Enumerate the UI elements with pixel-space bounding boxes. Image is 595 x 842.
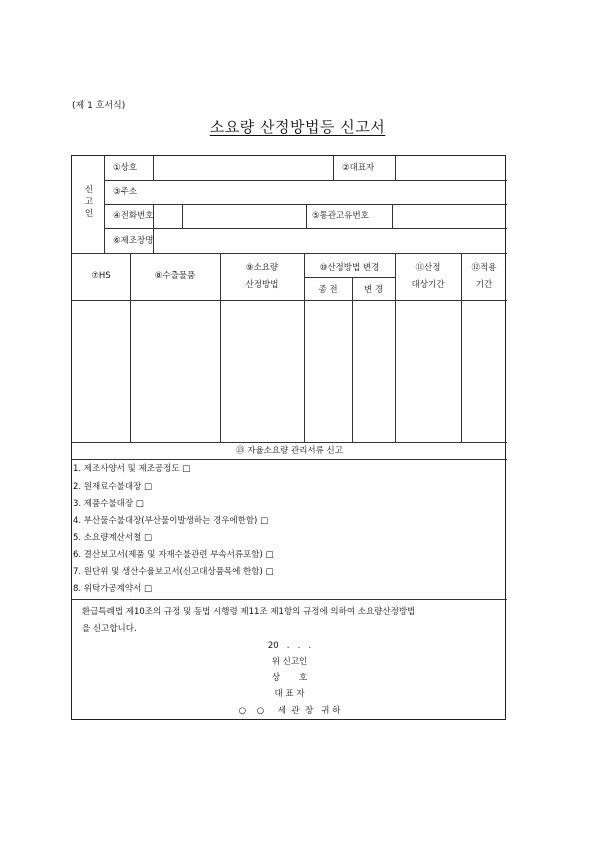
declaration-text: 환급특례법 제10조의 규정 및 동법 시행령 제11조 제1항의 규정에 의하여 소요량산정방법 을 신고합니다.	[82, 607, 416, 634]
col-before: 종 전	[318, 285, 338, 295]
representative-label: ②대표자	[342, 163, 375, 173]
declarant-group-label: 신 고 인	[84, 185, 94, 219]
col-period-1: ⑪산정	[415, 263, 441, 273]
col-calc-method-2: 산정방법	[245, 280, 279, 290]
col-export-item: ⑧수출물품	[154, 271, 196, 281]
list-item[interactable]: 1. 제조사양서 및 제조공정도 □	[73, 464, 191, 474]
address-label: ③주소	[113, 187, 138, 197]
col-period-2: 대상기간	[411, 280, 445, 290]
trade-name-signature-label: 상 호	[271, 673, 308, 683]
form-number: (제 1 호서식)	[72, 101, 126, 111]
page-title: 소요량 산정방법등 신고서	[209, 118, 386, 136]
representative-signature-label: 대 표 자	[274, 689, 305, 699]
trade-name-label: ①상호	[113, 163, 138, 173]
addressee: ○ ○ 세 관 장 귀 하	[238, 706, 341, 716]
phone-label: ④전화번호	[113, 211, 154, 221]
declarant-signature-label: 위 신고인	[271, 657, 308, 667]
list-item[interactable]: 7. 원단위 및 생산수율보고서(신고대상품목에 한함) □	[73, 567, 274, 577]
list-item[interactable]: 3. 제품수불대장 □	[73, 499, 144, 509]
list-item[interactable]: 2. 원재료수불대장 □	[73, 482, 153, 492]
col-hs: ⑦HS	[91, 271, 111, 281]
self-docs-title: ⑬ 자율소요량 관리서류 신고	[236, 446, 343, 456]
col-apply-1: ⑫적용	[471, 263, 497, 273]
list-item[interactable]: 6. 결산보고서(제품 및 자재수불관련 부속서류포함) □	[73, 550, 274, 560]
form-frame	[71, 155, 506, 720]
list-item[interactable]: 8. 위탁가공계약서 □	[73, 584, 153, 594]
customs-id-label: ⑤통관고유번호	[312, 211, 369, 221]
list-item[interactable]: 5. 소요량계산서철 □	[73, 533, 153, 543]
declaration-date: 20 . . .	[267, 641, 312, 651]
factory-name-label: ⑥제조장명	[113, 236, 154, 246]
col-apply-2: 기간	[475, 280, 493, 290]
col-method-change: ⑩산정방법 변경	[319, 263, 380, 273]
col-after: 변 경	[363, 285, 384, 295]
col-calc-method-1: ⑨소요량	[245, 263, 279, 273]
list-item[interactable]: 4. 부산물수불대장(부산물이발생하는 경우에한함) □	[73, 516, 269, 526]
